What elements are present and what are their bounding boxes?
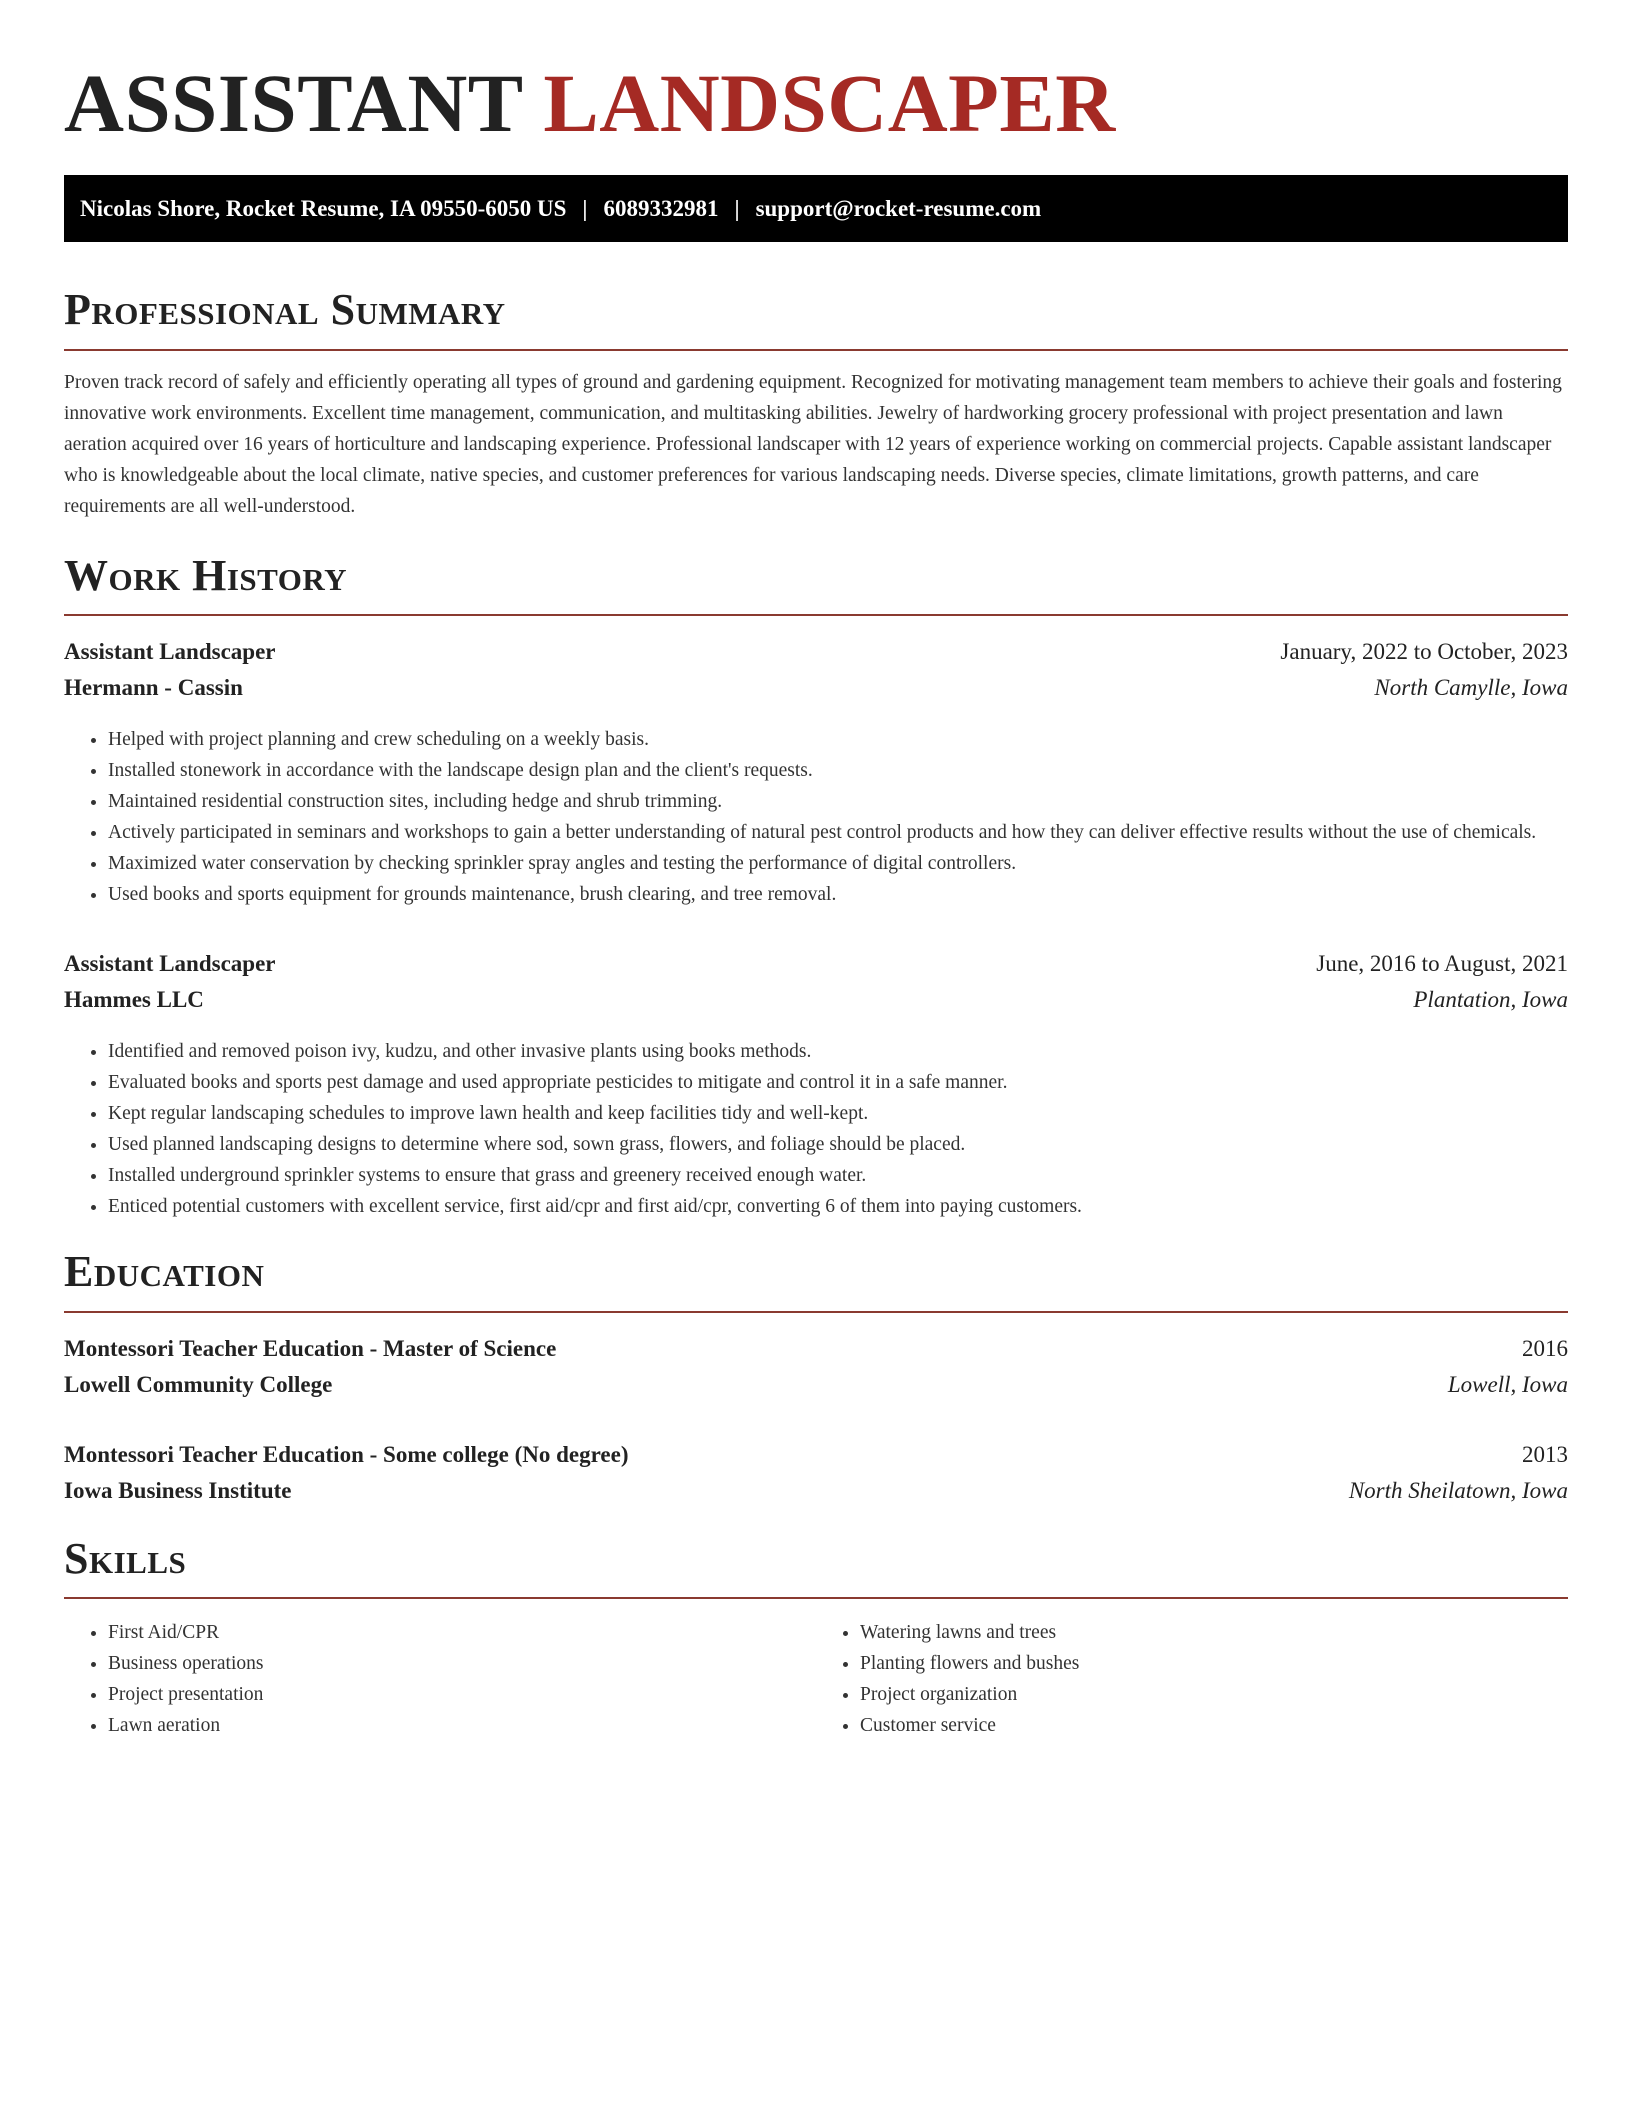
title-part-job: ASSISTANT bbox=[64, 57, 523, 149]
section-divider bbox=[64, 349, 1568, 351]
education-degree: Montessori Teacher Education - Some college (No degree) bbox=[64, 1441, 629, 1467]
job-bullets bbox=[64, 1036, 1568, 1222]
job-bullet: • Kept regular landscaping schedules to improve lawn health and keep facilities tidy and well-kept. bbox=[108, 1098, 1568, 1129]
skills-grid bbox=[64, 1617, 1568, 1741]
job-bullet: • Used books and sports equipment for grounds maintenance, brush clearing, and tree removal. bbox=[108, 879, 1568, 910]
education-degree-row bbox=[64, 1331, 1568, 1367]
job-company: Hermann - Cassin bbox=[64, 675, 243, 701]
education-degree-row bbox=[64, 1437, 1568, 1473]
resume-page bbox=[64, 0, 1568, 1741]
education-school-row bbox=[64, 1367, 1568, 1403]
skill-item: • Business operations bbox=[108, 1648, 816, 1679]
job-bullet: • Used planned landscaping designs to determine where sod, sown grass, flowers, and foliage should be placed. bbox=[108, 1129, 1568, 1160]
education-location: Lowell, Iowa bbox=[1447, 1371, 1568, 1397]
job-bullets bbox=[64, 724, 1568, 910]
job-entry bbox=[64, 946, 1568, 1222]
education-school-row bbox=[64, 1473, 1568, 1509]
job-header-row bbox=[64, 946, 1568, 982]
skill-item: • Planting flowers and bushes bbox=[860, 1648, 1568, 1679]
skill-item: • Project organization bbox=[860, 1679, 1568, 1710]
contact-address: Nicolas Shore, Rocket Resume, IA 09550-6050 US bbox=[80, 195, 567, 221]
job-company-row bbox=[64, 982, 1568, 1018]
skills-section bbox=[64, 1535, 1568, 1741]
contact-phone: 6089332981 bbox=[603, 195, 719, 221]
education-degree: Montessori Teacher Education - Master of Science bbox=[64, 1335, 557, 1361]
skill-item: • First Aid/CPR bbox=[108, 1617, 816, 1648]
skills-column-right bbox=[816, 1617, 1568, 1741]
education-school: Lowell Community College bbox=[64, 1371, 333, 1397]
job-bullet: • Installed underground sprinkler systems to ensure that grass and greenery received enough water. bbox=[108, 1160, 1568, 1191]
job-bullet: • Installed stonework in accordance with the landscape design plan and the client's requests. bbox=[108, 755, 1568, 786]
section-divider bbox=[64, 1597, 1568, 1599]
education-heading: Education bbox=[64, 1247, 265, 1297]
education-location: North Sheilatown, Iowa bbox=[1348, 1477, 1568, 1503]
education-year: 2013 bbox=[1522, 1441, 1568, 1467]
job-bullet: • Enticed potential customers with excellent service, first aid/cpr and first aid/cpr, converting 6 of them into paying customers. bbox=[108, 1191, 1568, 1222]
job-bullet: • Maintained residential construction sites, including hedge and shrub trimming. bbox=[108, 786, 1568, 817]
section-divider bbox=[64, 614, 1568, 616]
section-divider bbox=[64, 1311, 1568, 1313]
job-bullet: • Evaluated books and sports pest damage and used appropriate pesticides to mitigate and control it in a safe manner. bbox=[108, 1067, 1568, 1098]
work-history-section bbox=[64, 552, 1568, 1222]
job-location: North Camylle, Iowa bbox=[1374, 675, 1568, 701]
job-company-row bbox=[64, 670, 1568, 706]
education-year: 2016 bbox=[1522, 1335, 1568, 1361]
contact-separator: | bbox=[734, 195, 740, 221]
work-history-heading: Work History bbox=[64, 550, 348, 600]
job-bullet: • Actively participated in seminars and workshops to gain a better understanding of natural pest control products and how they can deliver effective results without the use of chemicals. bbox=[108, 817, 1568, 848]
contact-separator: | bbox=[582, 195, 588, 221]
job-entry bbox=[64, 634, 1568, 910]
job-dates: June, 2016 to August, 2021 bbox=[1316, 951, 1568, 977]
skills-column-left bbox=[64, 1617, 816, 1741]
job-bullet: • Identified and removed poison ivy, kudzu, and other invasive plants using books methods. bbox=[108, 1036, 1568, 1067]
job-bullet: • Helped with project planning and crew scheduling on a weekly basis. bbox=[108, 724, 1568, 755]
summary-text: Proven track record of safely and efficiently operating all types of ground and gardening equipment. Recognized for motivating management team members to achieve their goals and fostering innovative work environments. Excellent time management, communication, and multitasking abilities. Jewelry of hardworking grocery professional with project presentation and lawn aeration acquired over 16 years of horticulture and landscaping experience. Professional landscaper with 12 years of experience working on commercial projects. Capable assistant landscaper who is knowledgeable about the local climate, native species, and customer preferences for various landscaping needs. Diverse species, climate limitations, growth patterns, and care requirements are all well-understood. bbox=[64, 371, 1562, 517]
skill-item: • Watering lawns and trees bbox=[860, 1617, 1568, 1648]
resume-title bbox=[64, 56, 1568, 151]
summary-section bbox=[64, 286, 1568, 521]
education-entry bbox=[64, 1331, 1568, 1403]
job-dates: January, 2022 to October, 2023 bbox=[1280, 639, 1568, 665]
education-school: Iowa Business Institute bbox=[64, 1477, 292, 1503]
skill-item: • Customer service bbox=[860, 1710, 1568, 1741]
job-title: Assistant Landscaper bbox=[64, 639, 276, 665]
title-part-role: LANDSCAPER bbox=[543, 57, 1116, 149]
job-title: Assistant Landscaper bbox=[64, 951, 276, 977]
job-company: Hammes LLC bbox=[64, 987, 204, 1013]
job-location: Plantation, Iowa bbox=[1413, 987, 1568, 1013]
job-bullet: • Maximized water conservation by checking sprinkler spray angles and testing the performance of digital controllers. bbox=[108, 848, 1568, 879]
summary-heading: Professional Summary bbox=[64, 285, 506, 335]
education-section bbox=[64, 1248, 1568, 1508]
skill-item: • Lawn aeration bbox=[108, 1710, 816, 1741]
contact-email: support@rocket-resume.com bbox=[755, 195, 1042, 221]
skills-heading: Skills bbox=[64, 1533, 187, 1583]
education-entry bbox=[64, 1437, 1568, 1509]
skill-item: • Project presentation bbox=[108, 1679, 816, 1710]
contact-bar bbox=[64, 175, 1568, 242]
job-header-row bbox=[64, 634, 1568, 670]
